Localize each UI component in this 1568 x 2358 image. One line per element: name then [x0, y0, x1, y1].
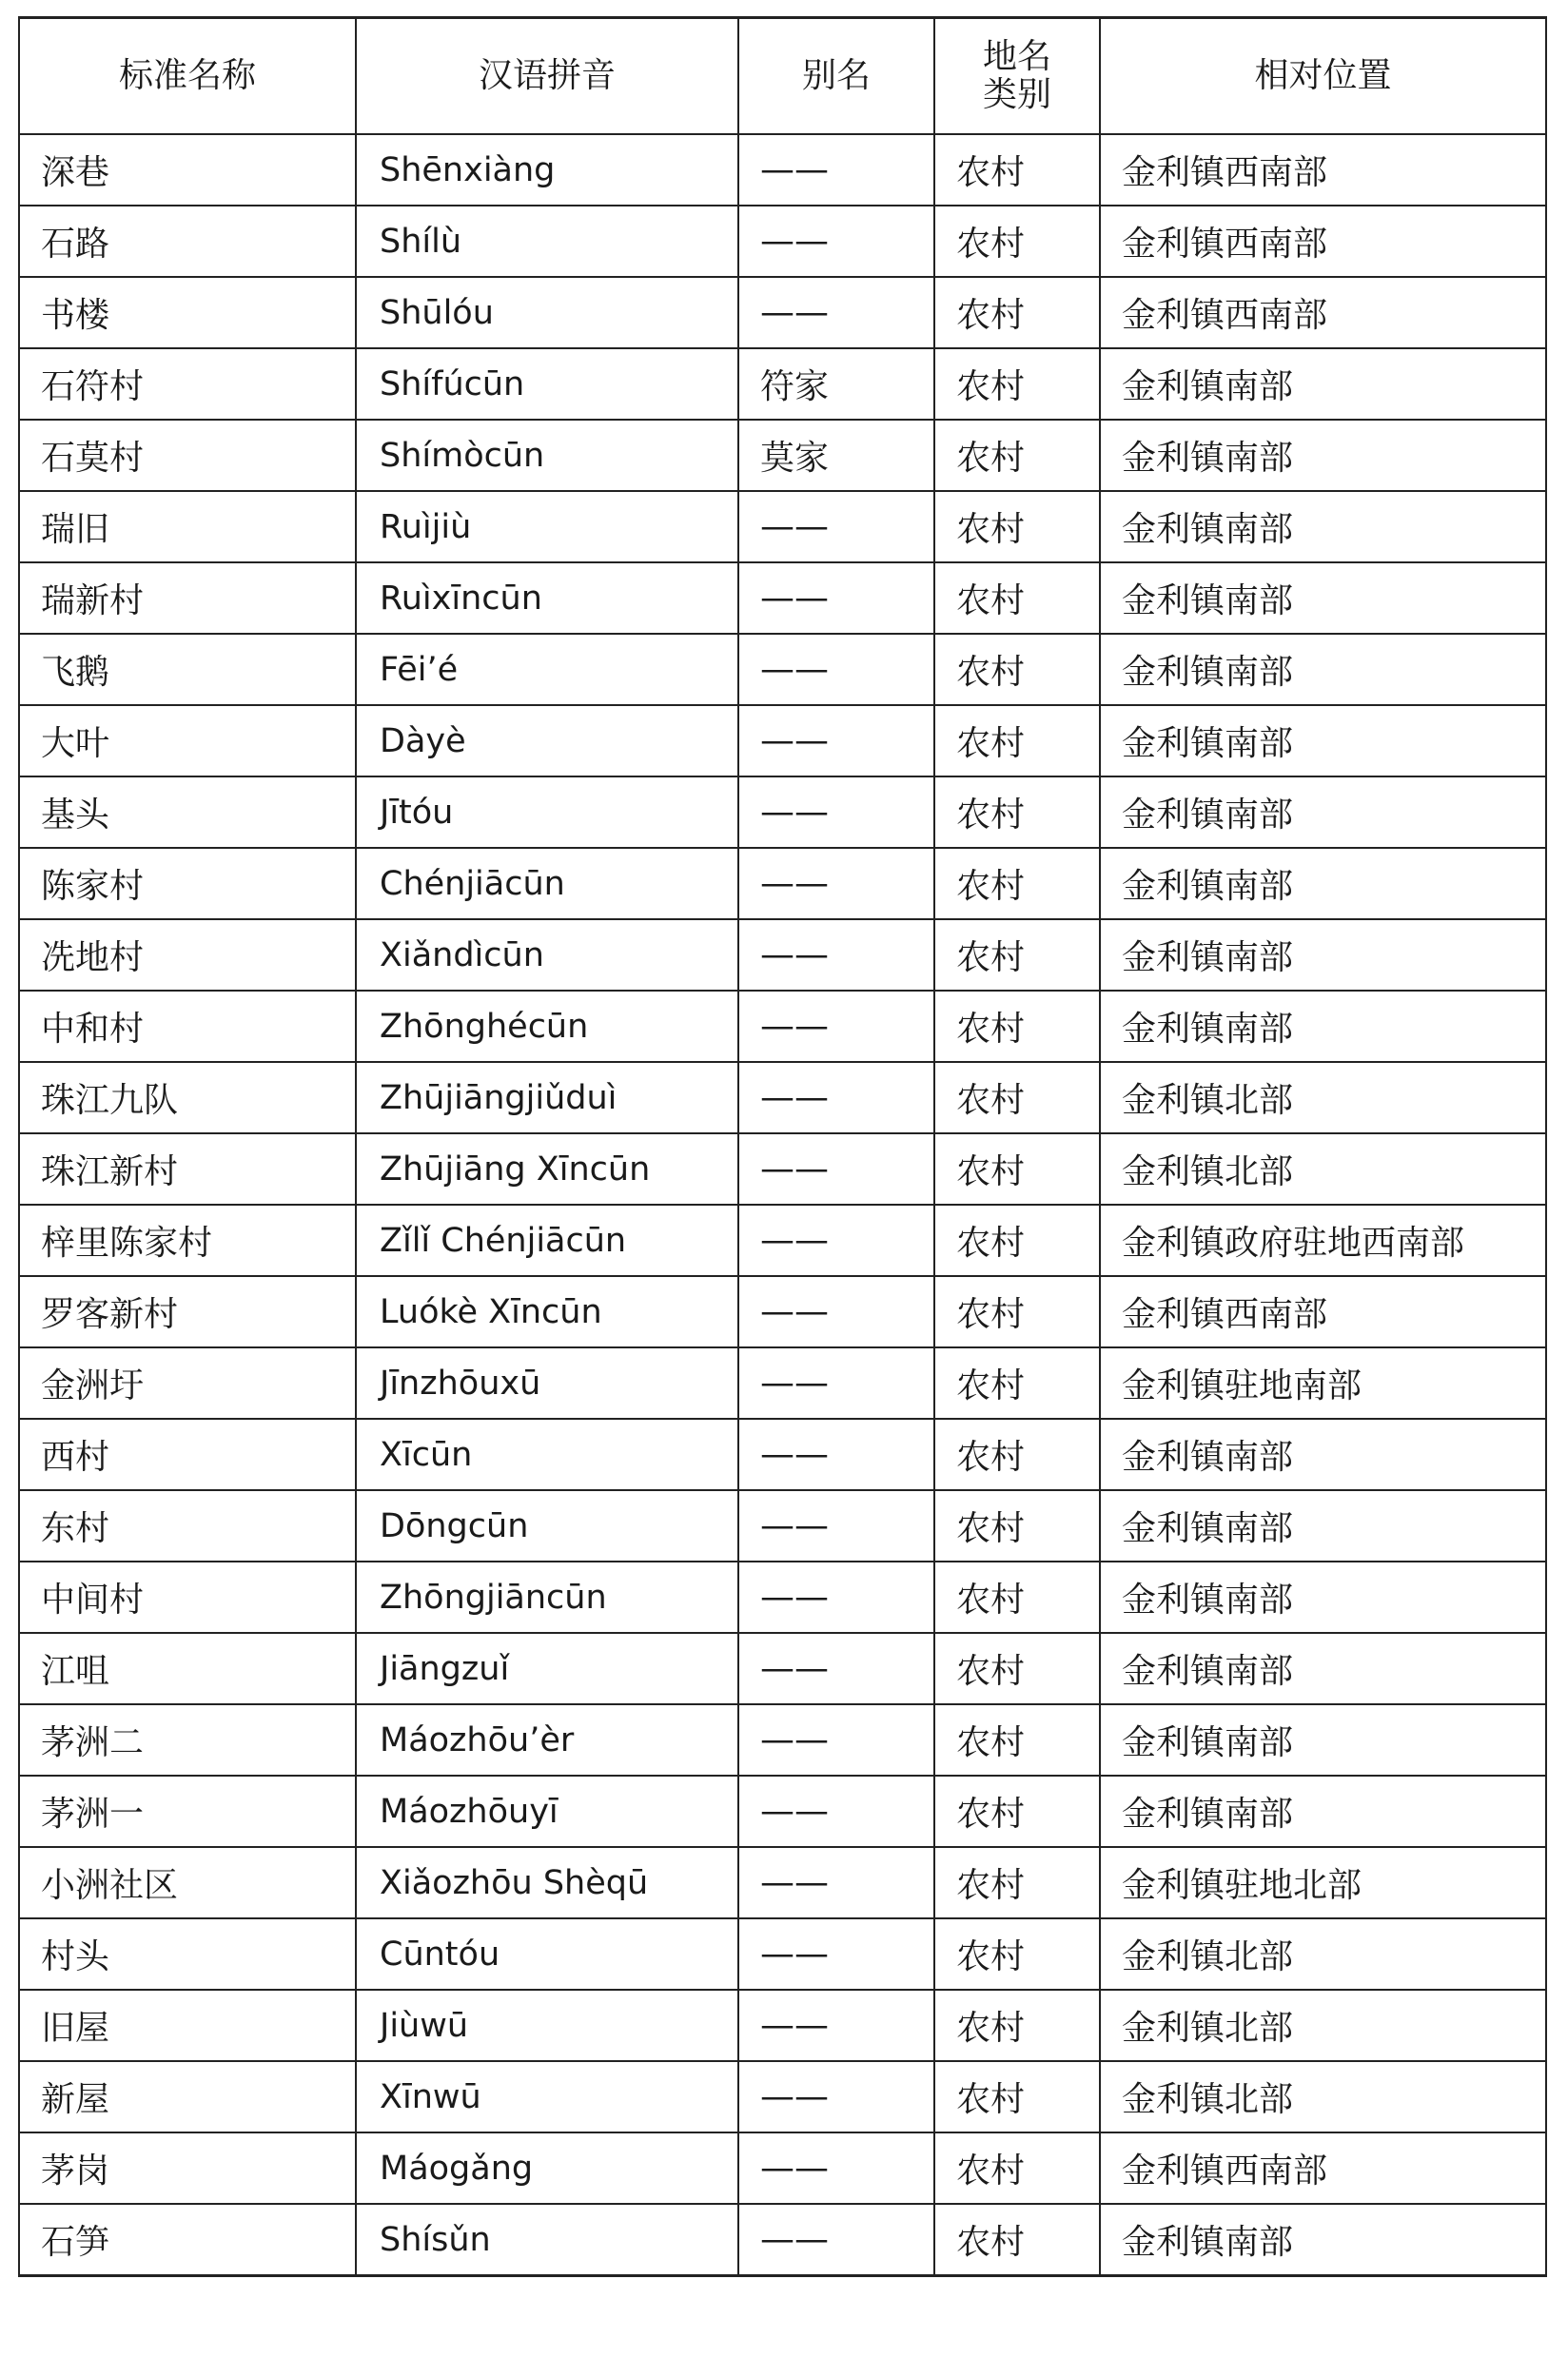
cell-relative-location: 金利镇西南部 [1100, 2132, 1546, 2204]
header-alias: 别名 [738, 18, 934, 135]
cell-standard-name: 石符村 [19, 348, 356, 420]
cell-standard-name: 村头 [19, 1918, 356, 1990]
table-row [19, 206, 1546, 277]
cell-alias: —— [738, 634, 934, 705]
cell-place-type: 农村 [934, 1990, 1100, 2061]
cell-relative-location: 金利镇西南部 [1100, 206, 1546, 277]
cell-pinyin: Shēnxiàng [356, 134, 738, 206]
cell-alias: —— [738, 1276, 934, 1347]
cell-standard-name: 江咀 [19, 1633, 356, 1704]
cell-pinyin: Ruìxīncūn [356, 562, 738, 634]
cell-pinyin: Jītóu [356, 776, 738, 848]
header-row [19, 18, 1546, 135]
cell-relative-location: 金利镇南部 [1100, 348, 1546, 420]
cell-alias: —— [738, 1062, 934, 1133]
cell-place-type: 农村 [934, 348, 1100, 420]
cell-place-type: 农村 [934, 1419, 1100, 1490]
table-row [19, 1133, 1546, 1205]
cell-relative-location: 金利镇驻地南部 [1100, 1347, 1546, 1419]
cell-pinyin: Dōngcūn [356, 1490, 738, 1562]
cell-standard-name: 石莫村 [19, 420, 356, 491]
cell-alias: —— [738, 1633, 934, 1704]
cell-standard-name: 基头 [19, 776, 356, 848]
cell-standard-name: 书楼 [19, 277, 356, 348]
cell-alias: —— [738, 2132, 934, 2204]
cell-standard-name: 大叶 [19, 705, 356, 776]
table-row [19, 919, 1546, 991]
cell-pinyin: Cūntóu [356, 1918, 738, 1990]
cell-standard-name: 石路 [19, 206, 356, 277]
table-row [19, 2132, 1546, 2204]
cell-alias: —— [738, 491, 934, 562]
place-name-table [18, 16, 1547, 2277]
cell-standard-name: 瑞旧 [19, 491, 356, 562]
cell-standard-name: 瑞新村 [19, 562, 356, 634]
cell-relative-location: 金利镇南部 [1100, 491, 1546, 562]
cell-relative-location: 金利镇南部 [1100, 634, 1546, 705]
cell-alias: —— [738, 1419, 934, 1490]
cell-pinyin: Shímòcūn [356, 420, 738, 491]
cell-pinyin: Shísǔn [356, 2204, 738, 2276]
table-row [19, 491, 1546, 562]
cell-relative-location: 金利镇南部 [1100, 1562, 1546, 1633]
cell-place-type: 农村 [934, 919, 1100, 991]
cell-standard-name: 深巷 [19, 134, 356, 206]
cell-pinyin: Zhōngjiāncūn [356, 1562, 738, 1633]
cell-relative-location: 金利镇西南部 [1100, 277, 1546, 348]
cell-alias: —— [738, 277, 934, 348]
table-row [19, 1847, 1546, 1918]
cell-standard-name: 石笋 [19, 2204, 356, 2276]
cell-relative-location: 金利镇南部 [1100, 919, 1546, 991]
cell-alias: —— [738, 2061, 934, 2132]
table-row [19, 1990, 1546, 2061]
table-row [19, 1347, 1546, 1419]
cell-standard-name: 珠江九队 [19, 1062, 356, 1133]
cell-place-type: 农村 [934, 1062, 1100, 1133]
header-place-type [934, 18, 1100, 135]
cell-pinyin: Xiǎndìcūn [356, 919, 738, 991]
cell-pinyin: Shífúcūn [356, 348, 738, 420]
cell-relative-location: 金利镇南部 [1100, 562, 1546, 634]
table-row [19, 1419, 1546, 1490]
cell-place-type: 农村 [934, 776, 1100, 848]
cell-relative-location: 金利镇南部 [1100, 1776, 1546, 1847]
cell-place-type: 农村 [934, 206, 1100, 277]
cell-alias: —— [738, 2204, 934, 2276]
table-row [19, 1490, 1546, 1562]
cell-place-type: 农村 [934, 420, 1100, 491]
cell-place-type: 农村 [934, 491, 1100, 562]
cell-place-type: 农村 [934, 1776, 1100, 1847]
table-row [19, 991, 1546, 1062]
cell-alias: —— [738, 919, 934, 991]
cell-place-type: 农村 [934, 848, 1100, 919]
cell-alias: —— [738, 1490, 934, 1562]
header-place-type-line2: 类别 [982, 75, 1051, 114]
table-row [19, 2061, 1546, 2132]
cell-alias: —— [738, 562, 934, 634]
table-row [19, 1704, 1546, 1776]
table-row [19, 634, 1546, 705]
cell-relative-location: 金利镇南部 [1100, 1704, 1546, 1776]
cell-pinyin: Máogǎng [356, 2132, 738, 2204]
header-place-type-line1: 地名 [982, 37, 1051, 76]
cell-standard-name: 中间村 [19, 1562, 356, 1633]
cell-relative-location: 金利镇南部 [1100, 2204, 1546, 2276]
cell-pinyin: Jīnzhōuxū [356, 1347, 738, 1419]
table-row [19, 848, 1546, 919]
cell-alias: —— [738, 705, 934, 776]
cell-alias: —— [738, 1918, 934, 1990]
cell-alias: —— [738, 848, 934, 919]
cell-pinyin: Luókè Xīncūn [356, 1276, 738, 1347]
table-row [19, 2204, 1546, 2276]
cell-standard-name: 珠江新村 [19, 1133, 356, 1205]
cell-relative-location: 金利镇南部 [1100, 1633, 1546, 1704]
cell-pinyin: Shūlóu [356, 277, 738, 348]
cell-standard-name: 金洲圩 [19, 1347, 356, 1419]
cell-relative-location: 金利镇南部 [1100, 848, 1546, 919]
cell-pinyin: Máozhōuyī [356, 1776, 738, 1847]
cell-pinyin: Xiǎozhōu Shèqū [356, 1847, 738, 1918]
cell-standard-name: 西村 [19, 1419, 356, 1490]
cell-standard-name: 旧屋 [19, 1990, 356, 2061]
cell-standard-name: 新屋 [19, 2061, 356, 2132]
cell-place-type: 农村 [934, 1562, 1100, 1633]
cell-place-type: 农村 [934, 1276, 1100, 1347]
cell-relative-location: 金利镇北部 [1100, 2061, 1546, 2132]
cell-relative-location: 金利镇西南部 [1100, 1276, 1546, 1347]
cell-pinyin: Xīnwū [356, 2061, 738, 2132]
cell-place-type: 农村 [934, 1133, 1100, 1205]
cell-standard-name: 小洲社区 [19, 1847, 356, 1918]
cell-pinyin: Jiāngzuǐ [356, 1633, 738, 1704]
cell-pinyin: Jiùwū [356, 1990, 738, 2061]
cell-standard-name: 飞鹅 [19, 634, 356, 705]
table-row [19, 776, 1546, 848]
cell-alias: —— [738, 1704, 934, 1776]
cell-alias: —— [738, 1847, 934, 1918]
cell-relative-location: 金利镇北部 [1100, 1990, 1546, 2061]
cell-place-type: 农村 [934, 991, 1100, 1062]
cell-pinyin: Shílù [356, 206, 738, 277]
cell-standard-name: 陈家村 [19, 848, 356, 919]
table-row [19, 1776, 1546, 1847]
table-row [19, 420, 1546, 491]
cell-place-type: 农村 [934, 1918, 1100, 1990]
cell-relative-location: 金利镇南部 [1100, 991, 1546, 1062]
cell-relative-location: 金利镇西南部 [1100, 134, 1546, 206]
table-row [19, 134, 1546, 206]
cell-relative-location: 金利镇政府驻地西南部 [1100, 1205, 1546, 1276]
cell-place-type: 农村 [934, 1704, 1100, 1776]
cell-pinyin: Dàyè [356, 705, 738, 776]
cell-place-type: 农村 [934, 1347, 1100, 1419]
table-row [19, 1205, 1546, 1276]
cell-place-type: 农村 [934, 634, 1100, 705]
cell-alias: —— [738, 206, 934, 277]
cell-standard-name: 中和村 [19, 991, 356, 1062]
header-pinyin: 汉语拼音 [356, 18, 738, 135]
table-body [19, 134, 1546, 2276]
cell-pinyin: Zhūjiāngjiǔduì [356, 1062, 738, 1133]
cell-place-type: 农村 [934, 1847, 1100, 1918]
table-row [19, 705, 1546, 776]
cell-alias: —— [738, 991, 934, 1062]
cell-standard-name: 茅洲一 [19, 1776, 356, 1847]
header-standard-name: 标准名称 [19, 18, 356, 135]
cell-alias: —— [738, 1990, 934, 2061]
cell-standard-name: 梓里陈家村 [19, 1205, 356, 1276]
cell-standard-name: 罗客新村 [19, 1276, 356, 1347]
cell-place-type: 农村 [934, 134, 1100, 206]
cell-alias: —— [738, 1347, 934, 1419]
table-row [19, 1276, 1546, 1347]
cell-place-type: 农村 [934, 705, 1100, 776]
cell-standard-name: 东村 [19, 1490, 356, 1562]
cell-pinyin: Zǐlǐ Chénjiācūn [356, 1205, 738, 1276]
cell-relative-location: 金利镇南部 [1100, 1490, 1546, 1562]
cell-relative-location: 金利镇北部 [1100, 1918, 1546, 1990]
cell-pinyin: Chénjiācūn [356, 848, 738, 919]
cell-alias: 莫家 [738, 420, 934, 491]
cell-standard-name: 茅洲二 [19, 1704, 356, 1776]
table-row [19, 348, 1546, 420]
header-relative-location: 相对位置 [1100, 18, 1546, 135]
cell-alias: —— [738, 1562, 934, 1633]
cell-relative-location: 金利镇北部 [1100, 1062, 1546, 1133]
cell-standard-name: 冼地村 [19, 919, 356, 991]
cell-pinyin: Fēi’é [356, 634, 738, 705]
table-row [19, 1062, 1546, 1133]
cell-relative-location: 金利镇南部 [1100, 776, 1546, 848]
cell-alias: —— [738, 776, 934, 848]
cell-relative-location: 金利镇驻地北部 [1100, 1847, 1546, 1918]
cell-pinyin: Ruìjiù [356, 491, 738, 562]
table-row [19, 1918, 1546, 1990]
table-row [19, 277, 1546, 348]
cell-place-type: 农村 [934, 2204, 1100, 2276]
cell-relative-location: 金利镇南部 [1100, 1419, 1546, 1490]
cell-place-type: 农村 [934, 1633, 1100, 1704]
cell-place-type: 农村 [934, 2132, 1100, 2204]
cell-alias: —— [738, 1776, 934, 1847]
cell-alias: 符家 [738, 348, 934, 420]
table-row [19, 562, 1546, 634]
table-row [19, 1633, 1546, 1704]
table-row [19, 1562, 1546, 1633]
cell-place-type: 农村 [934, 562, 1100, 634]
cell-place-type: 农村 [934, 2061, 1100, 2132]
cell-place-type: 农村 [934, 1205, 1100, 1276]
cell-pinyin: Xīcūn [356, 1419, 738, 1490]
table-header [19, 18, 1546, 135]
cell-relative-location: 金利镇南部 [1100, 705, 1546, 776]
cell-relative-location: 金利镇南部 [1100, 420, 1546, 491]
cell-pinyin: Máozhōu’èr [356, 1704, 738, 1776]
cell-alias: —— [738, 134, 934, 206]
cell-relative-location: 金利镇北部 [1100, 1133, 1546, 1205]
cell-standard-name: 茅岗 [19, 2132, 356, 2204]
cell-place-type: 农村 [934, 1490, 1100, 1562]
cell-pinyin: Zhōnghécūn [356, 991, 738, 1062]
cell-alias: —— [738, 1133, 934, 1205]
cell-alias: —— [738, 1205, 934, 1276]
cell-place-type: 农村 [934, 277, 1100, 348]
cell-pinyin: Zhūjiāng Xīncūn [356, 1133, 738, 1205]
